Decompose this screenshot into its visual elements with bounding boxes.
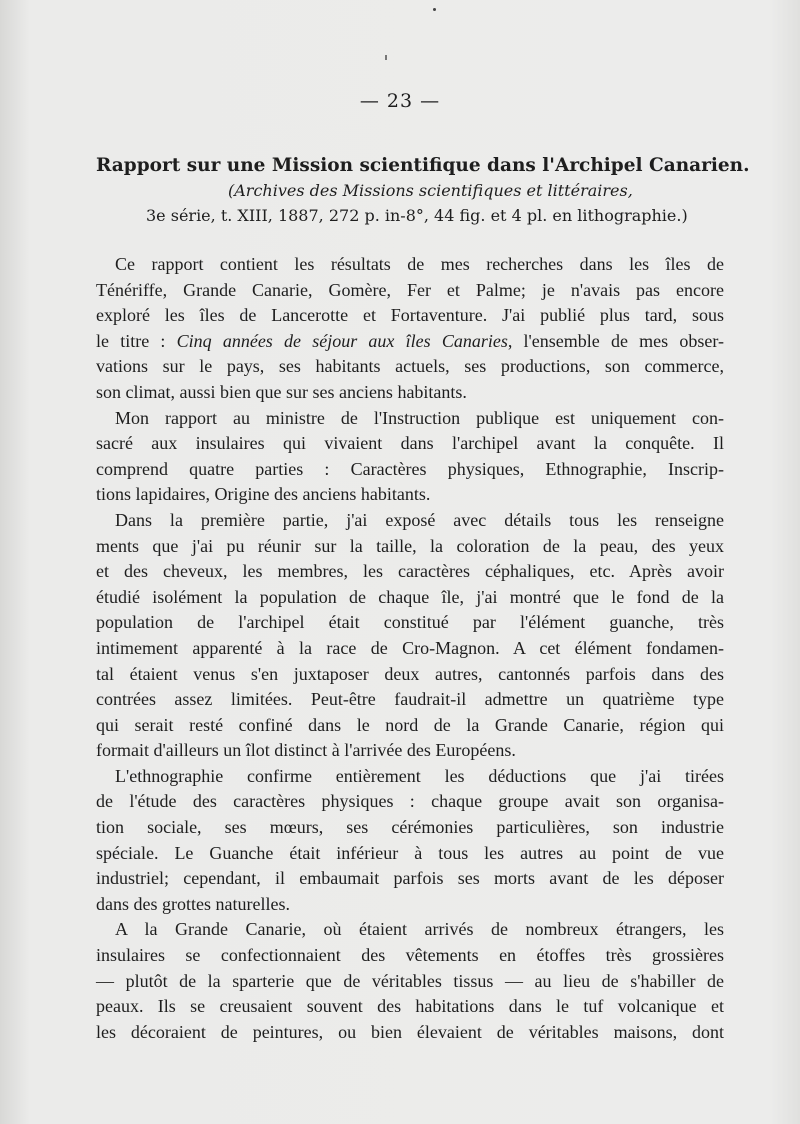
text-line: — plutôt de la sparterie que de véritables tissus — au lieu de s'habiller de	[96, 970, 724, 991]
page-number: — 23 —	[359, 90, 441, 112]
ink-speck	[385, 55, 387, 60]
article-title: Rapport sur une Mission scientifique dans l'Archipel Canarien.	[96, 155, 750, 176]
text-line: son climat, aussi bien que sur ses anciens habitants.	[96, 381, 467, 402]
text-line: qui serait resté confiné dans le nord de la Grande Canarie, région qui	[96, 714, 724, 735]
text-line: spéciale. Le Guanche était inférieur à tous les autres au point de vue	[96, 842, 724, 863]
paragraph	[96, 917, 724, 1045]
text-line: Dans la première partie, j'ai exposé avec détails tous les renseigne	[115, 509, 724, 530]
text-line: dans des grottes naturelles.	[96, 893, 290, 914]
text-line: ments que j'ai pu réunir sur la taille, la coloration de la peau, des yeux	[96, 535, 724, 556]
text-line: vations sur le pays, ses habitants actuels, ses productions, son commerce,	[96, 356, 724, 377]
text-line: et des cheveux, les membres, les caractères céphaliques, etc. Après avoir	[96, 561, 724, 582]
text-line: de l'étude des caractères physiques : chaque groupe avait son organisa-	[96, 791, 724, 812]
text-line: sacré aux insulaires qui vivaient dans l'archipel avant la conquête. Il	[96, 433, 724, 454]
paragraph	[96, 406, 724, 508]
text-line: peaux. Ils se creusaient souvent des habitations dans le tuf volcanique et	[96, 996, 724, 1017]
text-line: population de l'archipel était constitué par l'élément guanche, très	[96, 612, 724, 633]
paragraph	[96, 508, 724, 764]
reference-journal: Archives des Missions scientifiques et littéraires,	[234, 181, 633, 200]
text-line: industriel; cependant, il embaumait parfois ses morts avant de les déposer	[96, 868, 724, 889]
reference-open-paren: (	[228, 181, 235, 200]
text-line: insulaires se confectionnaient des vêtements en étoffes très grossières	[96, 945, 724, 966]
paragraph	[96, 252, 724, 406]
paragraph	[96, 764, 724, 918]
text-line	[96, 329, 724, 355]
reference-line-2: 3e série, t. XIII, 1887, 272 p. in-8°, 44 fig. et 4 pl. en lithographie.)	[146, 206, 688, 225]
text-line: L'ethnographie confirme entièrement les déductions que j'ai tirées	[115, 765, 724, 786]
text-line: comprend quatre parties : Caractères physiques, Ethnographie, Inscrip-	[96, 458, 724, 479]
book-title: Cinq années de séjour aux îles Canaries	[176, 330, 508, 351]
text-line: formait d'ailleurs un îlot distinct à l'arrivée des Européens.	[96, 740, 516, 761]
text-line: exploré les îles de Lancerotte et Fortaventure. J'ai publié plus tard, sous	[96, 305, 724, 326]
text-line: les décoraient de peintures, ou bien élevaient de véritables maisons, dont	[96, 1021, 724, 1042]
text-line: A la Grande Canarie, où étaient arrivés de nombreux étrangers, les	[115, 919, 724, 940]
text-line: Mon rapport au ministre de l'Instruction publique est uniquement con-	[115, 407, 724, 428]
ink-speck	[433, 8, 436, 11]
reference-line-1	[228, 181, 633, 200]
text-line: tions lapidaires, Origine des anciens habitants.	[96, 484, 431, 505]
text-line: tion sociale, ses mœurs, ses cérémonies particulières, son industrie	[96, 817, 724, 838]
text-span: , l'ensemble de mes obser-	[507, 330, 724, 351]
text-line: Ce rapport contient les résultats de mes recherches dans les îles de	[115, 254, 724, 274]
text-line: Ténériffe, Grande Canarie, Gomère, Fer et Palme; je n'avais pas encore	[96, 279, 724, 300]
text-span: le titre :	[96, 330, 177, 351]
text-line: étudié isolément la population de chaque île, j'ai montré que le fond de la	[96, 586, 724, 607]
body-text	[96, 252, 724, 1045]
text-line: contrées assez limitées. Peut-être faudrait-il admettre un quatrième type	[96, 689, 724, 710]
text-line: tal étaient venus s'en juxtaposer deux autres, cantonnés parfois dans des	[96, 663, 724, 684]
text-line: intimement apparenté à la race de Cro-Magnon. A cet élément fondamen-	[96, 637, 724, 658]
